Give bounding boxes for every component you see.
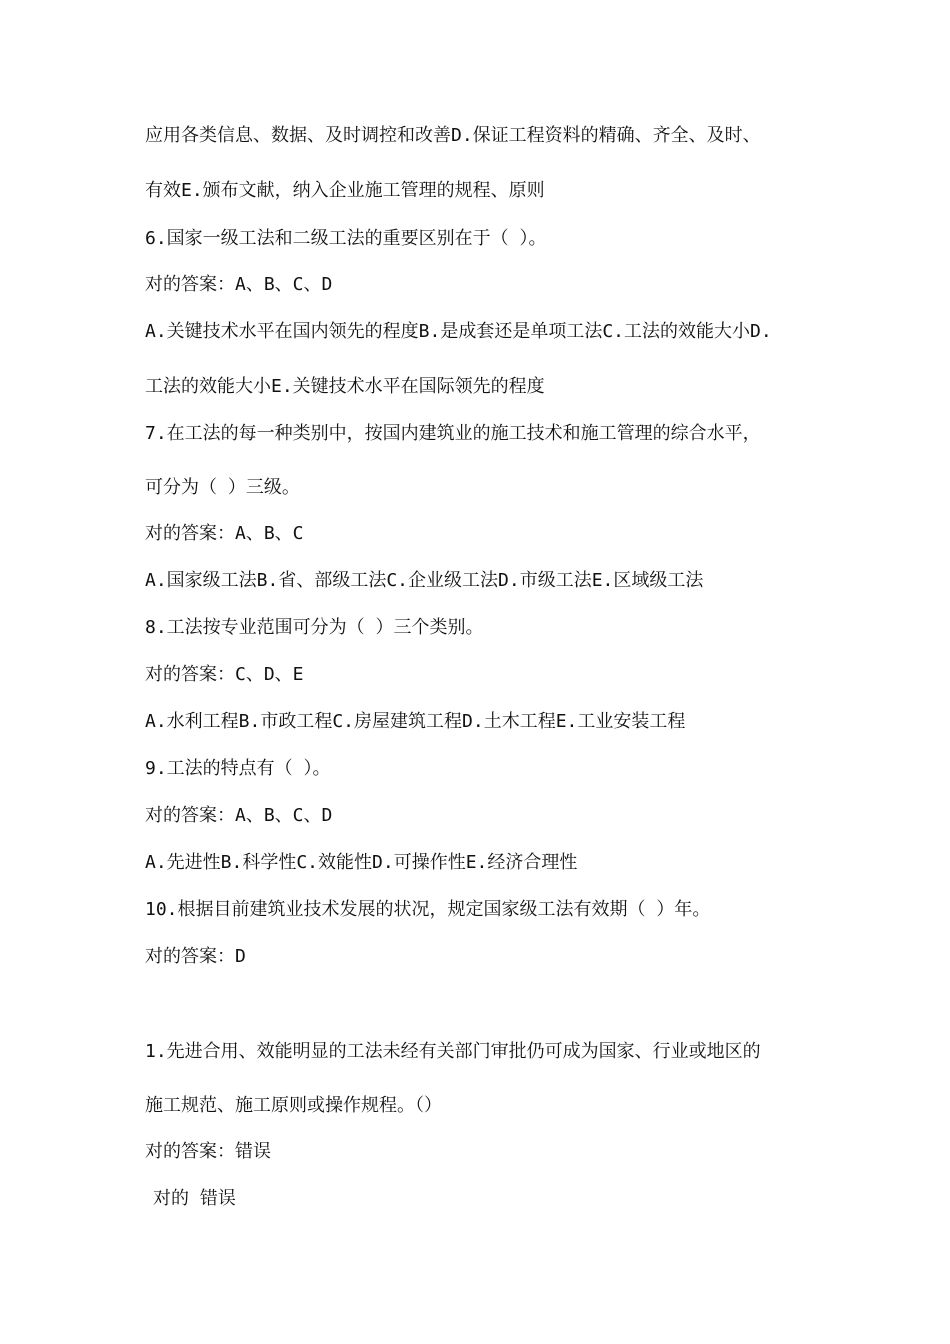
options-6: A.关键技术水平在国内领先的程度B.是成套还是单项工法C.工法的效能大小D. bbox=[145, 321, 772, 342]
question-10: 10.根据目前建筑业技术发展的状况，规定国家级工法有效期（ ）年。 bbox=[145, 899, 711, 920]
judgment-choices: 对的 错误 bbox=[153, 1188, 236, 1209]
option-text-continued: 有效E.颁布文献，纳入企业施工管理的规程、原则 bbox=[145, 180, 545, 201]
question-7-continued: 可分为（ ）三级。 bbox=[145, 477, 300, 498]
judgment-question-1-continued: 施工规范、施工原则或操作规程。（） bbox=[145, 1095, 442, 1116]
answer-10: 对的答案：D bbox=[145, 946, 246, 967]
options-8: A.水利工程B.市政工程C.房屋建筑工程D.土木工程E.工业安装工程 bbox=[145, 711, 686, 732]
question-7: 7.在工法的每一种类别中，按国内建筑业的施工技术和施工管理的综合水平， bbox=[145, 423, 761, 444]
answer-6: 对的答案：A、B、C、D bbox=[145, 274, 333, 295]
judgment-answer-1: 对的答案：错误 bbox=[145, 1141, 271, 1162]
answer-8: 对的答案：C、D、E bbox=[145, 664, 304, 685]
question-8: 8.工法按专业范围可分为（ ）三个类别。 bbox=[145, 617, 484, 638]
options-7: A.国家级工法B.省、部级工法C.企业级工法D.市级工法E.区域级工法 bbox=[145, 570, 704, 591]
options-9: A.先进性B.科学性C.效能性D.可操作性E.经济合理性 bbox=[145, 852, 578, 873]
answer-9: 对的答案：A、B、C、D bbox=[145, 805, 333, 826]
option-text-continued: 应用各类信息、数据、及时调控和改善D.保证工程资料的精确、齐全、及时、 bbox=[145, 125, 761, 146]
question-9: 9.工法的特点有（ ）。 bbox=[145, 758, 331, 779]
question-6: 6.国家一级工法和二级工法的重要区别在于（ ）。 bbox=[145, 228, 547, 249]
judgment-question-1: 1.先进合用、效能明显的工法未经有关部门审批仍可成为国家、行业或地区的 bbox=[145, 1041, 761, 1062]
answer-7: 对的答案：A、B、C bbox=[145, 523, 304, 544]
options-6-continued: 工法的效能大小E.关键技术水平在国际领先的程度 bbox=[145, 376, 545, 397]
